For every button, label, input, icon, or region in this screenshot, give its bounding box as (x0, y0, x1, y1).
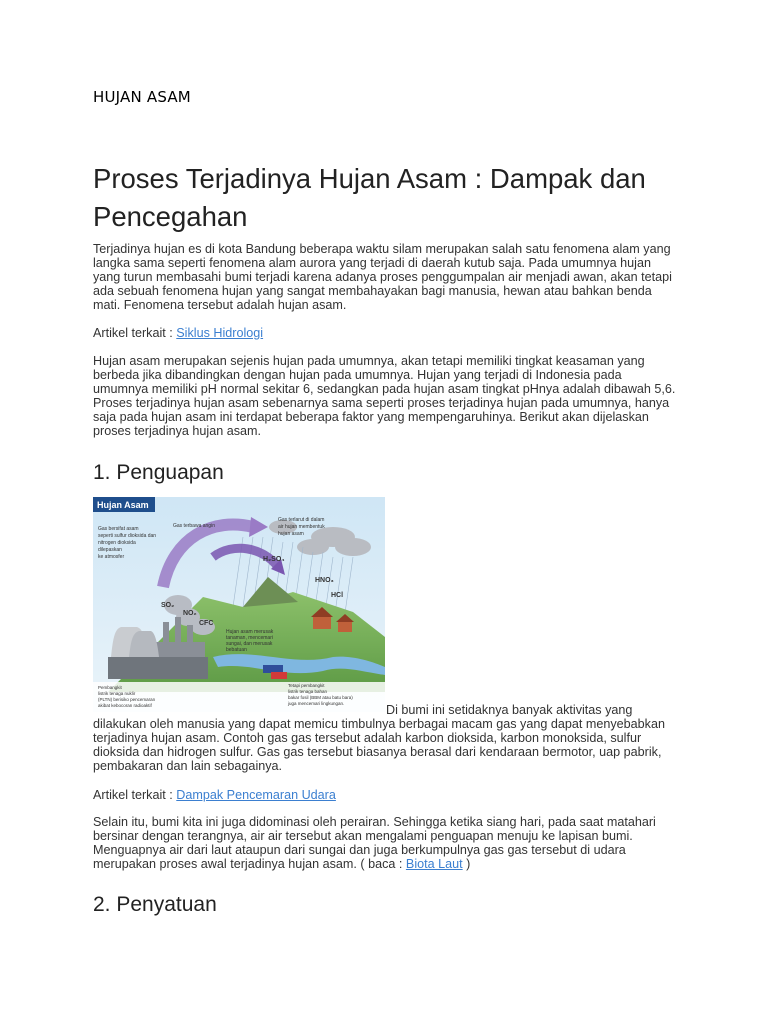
svg-text:sungai, dan merusak: sungai, dan merusak (226, 641, 273, 647)
svg-text:(PLTN) berisiko pencemaran: (PLTN) berisiko pencemaran (98, 697, 156, 702)
related-prefix: Artikel terkait : (93, 788, 177, 802)
related-article-1 (93, 326, 678, 340)
svg-text:nitrogen dioksida: nitrogen dioksida (98, 540, 136, 546)
svg-text:bebatuan: bebatuan (226, 647, 247, 653)
svg-text:CFC: CFC (199, 620, 214, 627)
svg-text:HCl: HCl (331, 592, 344, 599)
related-article-2 (93, 788, 678, 802)
figure-title: Hujan Asam (97, 500, 149, 510)
svg-text:juga mencemari lingkungan.: juga mencemari lingkungan. (288, 701, 345, 706)
svg-text:seperti sulfur dioksida dan: seperti sulfur dioksida dan (98, 533, 157, 539)
svg-text:ke atmosfer: ke atmosfer (98, 554, 125, 560)
svg-text:bakar fosil (BBM atau batu bar: bakar fosil (BBM atau batu bara) (288, 695, 353, 700)
heading-penyatuan: 2. Penyatuan (93, 893, 217, 916)
svg-text:tanaman, mencemari: tanaman, mencemari (226, 635, 273, 641)
paragraph-4 (93, 815, 678, 871)
svg-text:akibat kebocoran radioaktif: akibat kebocoran radioaktif (98, 703, 152, 708)
svg-text:SO₂: SO₂ (161, 602, 175, 609)
paragraph-4-text: Selain itu, bumi kita ini juga didominasi oleh perairan. Sehingga ketika siang hari, pada saat matahari bersinar dengan terangnya, air air tersebut akan mengalami penguapan menuju ke lapisan bumi. Menguapnya air dari laut ataupun dari sungai dan juga berkumpulnya gas gas tersebut di udara merupakan proses awal terjadinya hujan asam. ( baca : (93, 815, 656, 871)
svg-text:HNO₃: HNO₃ (315, 577, 334, 584)
link-siklus-hidrologi[interactable]: Siklus Hidrologi (176, 326, 264, 340)
svg-text:Gas terbawa angin: Gas terbawa angin (173, 523, 215, 529)
svg-text:Pembangkit: Pembangkit (98, 685, 122, 690)
link-dampak-pencemaran-udara[interactable]: Dampak Pencemaran Udara (176, 788, 336, 802)
svg-text:listrik tenaga nuklir: listrik tenaga nuklir (98, 691, 136, 696)
link-biota-laut[interactable]: Biota Laut (405, 857, 463, 871)
svg-text:dilepaskan: dilepaskan (98, 547, 122, 553)
svg-text:NO₂: NO₂ (183, 610, 197, 617)
paragraph-2: Hujan asam merupakan sejenis hujan pada umumnya, akan tetapi memiliki tingkat keasaman yang berbeda jika dibandingkan dengan hujan pada umumnya. Hujan yang terjadi di Indonesia pada umumnya memiliki pH normal sekitar 6, sedangkan pada hujan asam tingkat pHnya adalah dibawah 5,6. Proses terjadinya hujan asam sebenarnya sama seperti proses terjadinya hujan pada umumnya, hanya saja pada hujan asam ini terdapat beberapa faktor yang mempengaruhinya. Berikut akan dijelaskan proses terjadinya hujan asam. (93, 354, 676, 438)
kicker-label: HUJAN ASAM (93, 88, 191, 106)
svg-text:Gas terlarut di dalam: Gas terlarut di dalam (278, 517, 325, 523)
svg-text:air hujan membentuk: air hujan membentuk (278, 524, 325, 530)
svg-text:hujan asam: hujan asam (278, 531, 304, 537)
svg-text:Hujan asam merusak: Hujan asam merusak (226, 629, 274, 635)
svg-text:H₂SO₄: H₂SO₄ (263, 556, 285, 563)
svg-text:listrik tenaga bahan: listrik tenaga bahan (288, 689, 328, 694)
svg-text:Tetapi pembangkit: Tetapi pembangkit (288, 683, 325, 688)
acid-rain-diagram (93, 497, 385, 712)
paragraph-3: Di bumi ini setidaknya banyak aktivitas yang dilakukan oleh manusia yang dapat memicu timbulnya berbagai macam gas yang dapat menyebabkan terjadinya hujan asam. Contoh gas gas tersebut adalah karbon dioksida, karbon monoksida, sulfur dioksida dan hidrogen sulfur. Gas gas tersebut biasanya berasal dari kendaraan bermotor, uap pabrik, pembakaran dan lain sebagainya. (93, 703, 665, 773)
intro-paragraph: Terjadinya hujan es di kota Bandung beberapa waktu silam merupakan salah satu fenomena alam yang langka sama seperti fenomena alam aurora yang terjadi di daerah kutub saja. Pada umumnya hujan yang turun membasahi bumi terjadi karena adanya proses penggumpalan air menjadi awan, akan tetapi ada sebuah fenomena hujan yang sangat membahayakan bagi manusia, hewan atau bahkan benda mati. Fenomena tersebut adalah hujan asam. (93, 242, 672, 312)
svg-text:Gas bersifat asam: Gas bersifat asam (98, 526, 139, 532)
heading-penguapan: 1. Penguapan (93, 461, 224, 484)
page-title: Proses Terjadinya Hujan Asam : Dampak dan Pencegahan (93, 163, 646, 232)
paragraph-4-suffix: ) (462, 857, 471, 871)
related-prefix: Artikel terkait : (93, 326, 177, 340)
